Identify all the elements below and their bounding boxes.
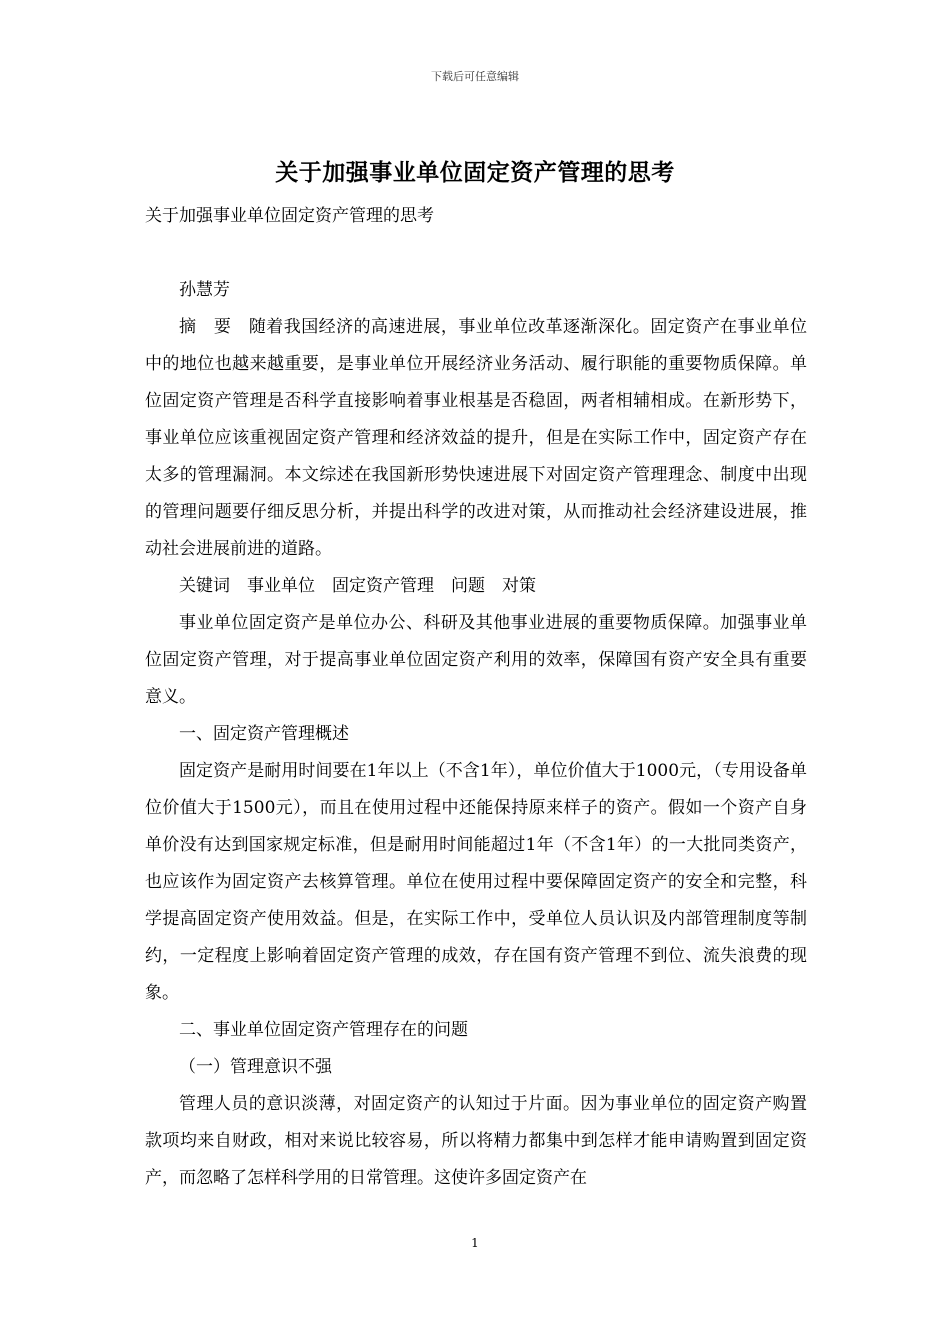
author-name: 孙慧芳: [179, 280, 230, 300]
keywords-line: 关键词 事业单位 固定资产管理 问题 对策: [179, 576, 536, 596]
subsection-1-paragraph: 管理人员的意识淡薄，对固定资产的认知过于片面。因为事业单位的固定资产购置款项均来自财政，相对来说比较容易，所以将精力都集中到怎样才能申请购置到固定资产，而忽略了怎样科学用的日常管理。这使许多固定资产在: [145, 1094, 807, 1188]
blank-line: [145, 235, 807, 272]
page-number: 1: [471, 1236, 479, 1250]
intro-paragraph: 事业单位固定资产是单位办公、科研及其他事业进展的重要物质保障。加强事业单位固定资产管理，对于提高事业单位固定资产利用的效率，保障国有资产安全具有重要意义。: [145, 613, 807, 707]
abstract-paragraph: 摘 要 随着我国经济的高速进展，事业单位改革逐渐深化。固定资产在事业单位中的地位也越来越重要，是事业单位开展经济业务活动、履行职能的重要物质保障。单位固定资产管理是否科学直接影响着事业根基是否稳固，两者相辅相成。在新形势下，事业单位应该重视固定资产管理和经济效益的提升，但是在实际工作中，固定资产存在太多的管理漏洞。本文综述在我国新形势快速进展下对固定资产管理理念、制度中出现的管理问题要仔细反思分析，并提出科学的改进对策，从而推动社会经济建设进展，推动社会进展前进的道路。: [145, 317, 807, 559]
document-title: 关于加强事业单位固定资产管理的思考: [275, 159, 675, 186]
section-heading-1: 一、固定资产管理概述: [179, 724, 349, 744]
section-heading-2: 二、事业单位固定资产管理存在的问题: [179, 1020, 468, 1040]
document-subtitle: 关于加强事业单位固定资产管理的思考: [145, 206, 434, 226]
document-body: [145, 198, 807, 1197]
section-1-paragraph: 固定资产是耐用时间要在1年以上（不含1年），单位价值大于1000元，（专用设备单位价值大于1500元），而且在使用过程中还能保持原来样子的资产。假如一个资产自身单价没有达到国家规定标准，但是耐用时间能超过1年（不含1年）的一大批同类资产，也应该作为固定资产去核算管理。单位在使用过程中要保障固定资产的安全和完整，科学提高固定资产使用效益。但是，在实际工作中，受单位人员认识及内部管理制度等制约，一定程度上影响着固定资产管理的成效，存在国有资产管理不到位、流失浪费的现象。: [145, 761, 807, 1003]
subsection-heading-1: （一）管理意识不强: [179, 1057, 332, 1077]
header-note: 下载后可任意编辑: [431, 70, 519, 83]
